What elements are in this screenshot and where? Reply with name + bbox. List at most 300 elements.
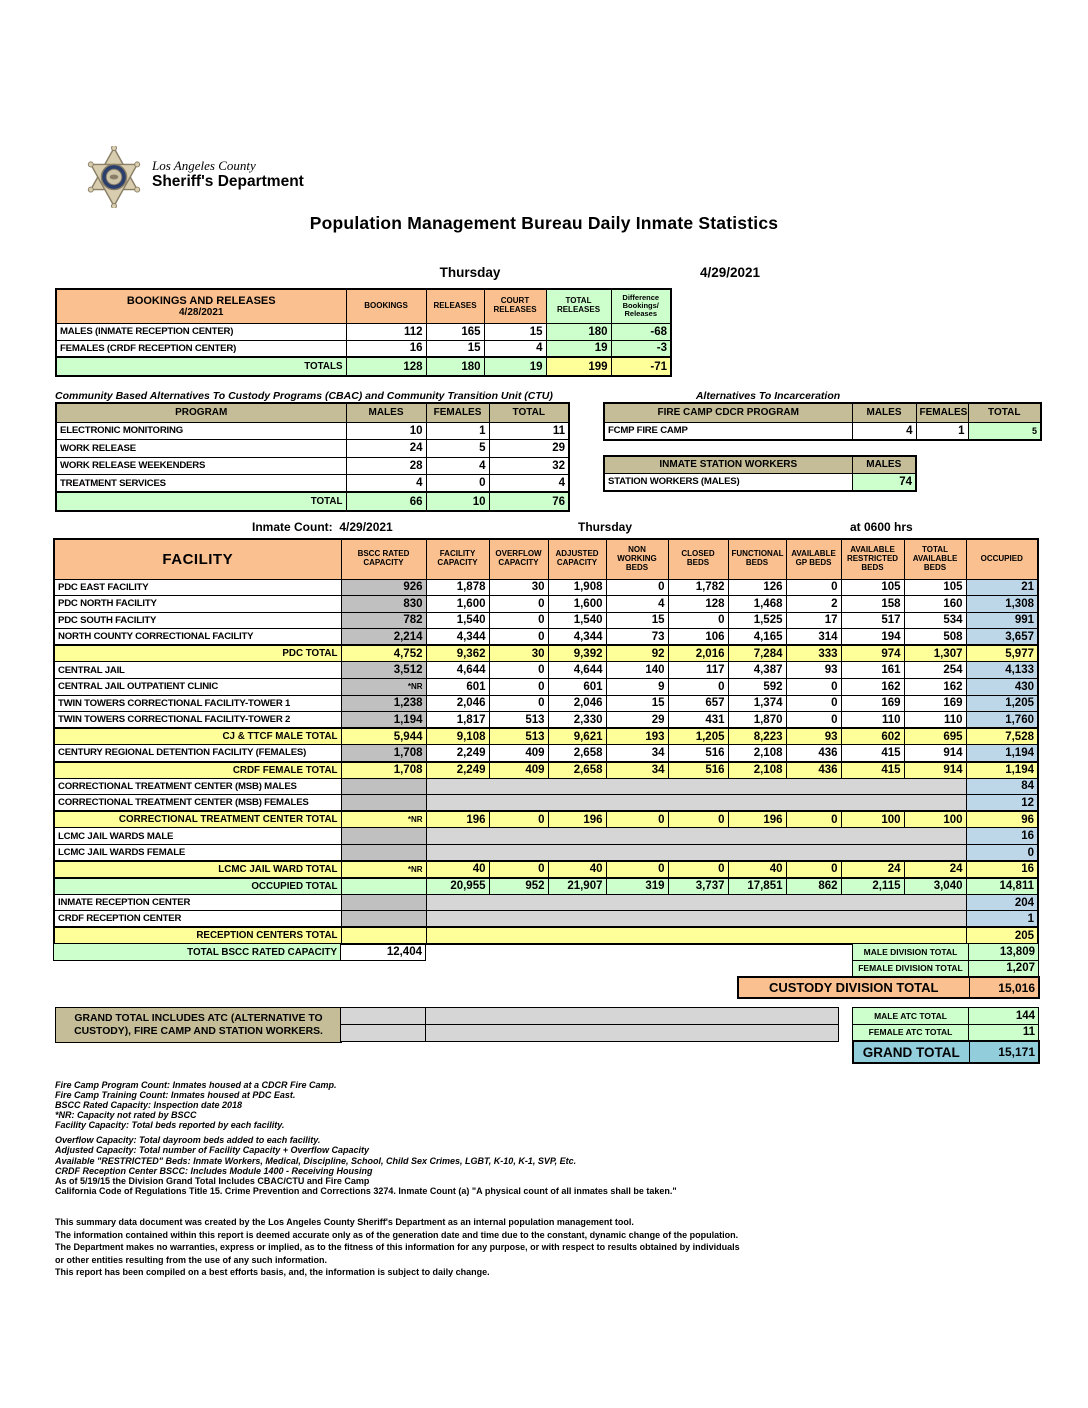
row-label: CRDF FEMALE TOTAL bbox=[54, 762, 341, 779]
cell: 180 bbox=[426, 357, 484, 376]
cell: 2,249 bbox=[426, 762, 489, 779]
merged-cell bbox=[426, 778, 966, 795]
table-row bbox=[54, 894, 1038, 911]
cell: 2,108 bbox=[728, 762, 786, 779]
cell bbox=[341, 778, 426, 795]
cell: 30 bbox=[489, 645, 548, 662]
cell: 1,194 bbox=[341, 712, 426, 729]
cell: 110 bbox=[904, 712, 966, 729]
grand-total-row bbox=[852, 1040, 1040, 1064]
table-row bbox=[604, 456, 916, 473]
cell: 431 bbox=[668, 712, 728, 729]
cell: 1,194 bbox=[966, 762, 1038, 779]
cell: 34 bbox=[606, 745, 668, 762]
table-row bbox=[54, 795, 1038, 812]
agency-department-label: Sheriff's Department bbox=[152, 173, 304, 190]
cell: 10 bbox=[346, 422, 426, 440]
cell: 516 bbox=[668, 762, 728, 779]
cell: 10 bbox=[426, 492, 489, 511]
row-label: CJ & TTCF MALE TOTAL bbox=[54, 728, 341, 745]
column-header: OCCUPIED bbox=[966, 539, 1038, 579]
cell: 1,194 bbox=[966, 745, 1038, 762]
cell: 1,908 bbox=[548, 579, 606, 596]
cell: 162 bbox=[904, 679, 966, 696]
cell: 0 bbox=[489, 679, 548, 696]
cell: 0 bbox=[966, 845, 1038, 862]
cell: 169 bbox=[904, 695, 966, 712]
grand-total-note bbox=[55, 1007, 342, 1043]
cell: 92 bbox=[606, 645, 668, 662]
cell: 4 bbox=[346, 475, 426, 493]
column-header: NON WORKING BEDS bbox=[606, 539, 668, 579]
cell: 430 bbox=[966, 679, 1038, 696]
row-label: PDC NORTH FACILITY bbox=[54, 596, 341, 613]
bookings-header-cell bbox=[56, 289, 346, 323]
cell: 169 bbox=[841, 695, 904, 712]
footnote: Overflow Capacity: Total dayroom beds added to each facility. bbox=[55, 1135, 321, 1146]
cell: 991 bbox=[966, 612, 1038, 629]
column-header: MALES bbox=[346, 403, 426, 422]
cell: 17 bbox=[786, 612, 841, 629]
row-label: CRDF RECEPTION CENTER bbox=[54, 911, 341, 928]
footnote: Available "RESTRICTED" Beds: Inmate Workers, Medical, Discipline, School, Child Sex Crimes, LGBT, K-10, K-1, SVP, Etc. bbox=[55, 1155, 577, 1166]
column-header: INMATE STATION WORKERS bbox=[604, 456, 852, 473]
cell: 952 bbox=[489, 878, 548, 895]
row-label: PDC TOTAL bbox=[54, 645, 341, 662]
cell: 2,046 bbox=[548, 695, 606, 712]
sheriff-badge-logo bbox=[85, 146, 143, 213]
cell: 2,249 bbox=[426, 745, 489, 762]
cell: 4,644 bbox=[548, 662, 606, 679]
cell: 12 bbox=[966, 795, 1038, 812]
cell: 830 bbox=[341, 596, 426, 613]
table-row bbox=[56, 323, 671, 340]
cell: 100 bbox=[841, 811, 904, 828]
cell: 1,374 bbox=[728, 695, 786, 712]
cell: 415 bbox=[841, 762, 904, 779]
cell: 657 bbox=[668, 695, 728, 712]
cell: 319 bbox=[606, 878, 668, 895]
cell: 73 bbox=[606, 629, 668, 646]
cell: 0 bbox=[489, 596, 548, 613]
cell: 14,811 bbox=[966, 878, 1038, 895]
column-header: OVERFLOW CAPACITY bbox=[489, 539, 548, 579]
cell: 4,344 bbox=[548, 629, 606, 646]
table-row bbox=[54, 596, 1038, 613]
row-label: CORRECTIONAL TREATMENT CENTER (MSB) MALES bbox=[54, 778, 341, 795]
cell: 15,016 bbox=[969, 977, 1039, 998]
fire-camp-table bbox=[603, 402, 1042, 441]
facility-table bbox=[53, 538, 1039, 945]
cell: 13,809 bbox=[969, 944, 1039, 961]
cell: 0 bbox=[426, 475, 489, 493]
inmate-count-time: at 0600 hrs bbox=[850, 520, 913, 534]
cell: 2,016 bbox=[668, 645, 728, 662]
cell: 162 bbox=[841, 679, 904, 696]
cell: 128 bbox=[668, 596, 728, 613]
cell: 17,851 bbox=[728, 878, 786, 895]
table-row bbox=[604, 403, 1041, 422]
row-label: OCCUPIED TOTAL bbox=[54, 878, 341, 895]
bookings-table bbox=[55, 288, 672, 377]
atc-totals bbox=[852, 1007, 1039, 1041]
cell: 2 bbox=[786, 596, 841, 613]
disclaimer bbox=[55, 1216, 740, 1279]
cell: 513 bbox=[489, 712, 548, 729]
cell: 11 bbox=[969, 1024, 1039, 1041]
column-header: TOTAL AVAILABLE BEDS bbox=[904, 539, 966, 579]
column-header: TOTAL bbox=[489, 403, 569, 422]
cell: 1,782 bbox=[668, 579, 728, 596]
cell: 74 bbox=[852, 473, 916, 491]
cell: 1,205 bbox=[966, 695, 1038, 712]
cell: 0 bbox=[786, 579, 841, 596]
cell: 40 bbox=[728, 861, 786, 878]
cell: 20,955 bbox=[426, 878, 489, 895]
cell: 126 bbox=[728, 579, 786, 596]
merged-cell bbox=[426, 1025, 839, 1042]
facility-column-header: FACILITY bbox=[54, 539, 341, 579]
cell: 695 bbox=[904, 728, 966, 745]
cell: *NR bbox=[341, 811, 426, 828]
cell: 4,752 bbox=[341, 645, 426, 662]
cell: 199 bbox=[546, 357, 611, 376]
cell: 158 bbox=[841, 596, 904, 613]
disclaimer-line: The Department makes no warranties, express or implied, as to the fitness of this information for any purpose, or with respect to results obtained by individuals bbox=[55, 1242, 740, 1253]
row-label: WORK RELEASE bbox=[56, 440, 346, 458]
table-row bbox=[56, 457, 569, 475]
cell: 1 bbox=[426, 422, 489, 440]
alternatives-title: Alternatives To Incarceration bbox=[695, 390, 841, 402]
cell bbox=[341, 845, 426, 862]
cell: 4,644 bbox=[426, 662, 489, 679]
cell: 15 bbox=[606, 695, 668, 712]
cell: -68 bbox=[611, 323, 671, 340]
merged-cell bbox=[426, 927, 966, 944]
row-label: STATION WORKERS (MALES) bbox=[604, 473, 852, 491]
cell: 9,621 bbox=[548, 728, 606, 745]
cell: 19 bbox=[484, 357, 546, 376]
cell: 196 bbox=[728, 811, 786, 828]
cell: 254 bbox=[904, 662, 966, 679]
footnote: BSCC Rated Capacity: Inspection date 2018 bbox=[55, 1100, 243, 1111]
cell: 140 bbox=[606, 662, 668, 679]
row-label: LCMC JAIL WARD TOTAL bbox=[54, 861, 341, 878]
table-row bbox=[54, 944, 426, 961]
cell: 32 bbox=[489, 457, 569, 475]
column-header: MALES bbox=[852, 403, 916, 422]
cell: 0 bbox=[786, 695, 841, 712]
table-row bbox=[853, 1041, 1039, 1063]
row-label: FEMALE DIVISION TOTAL bbox=[853, 960, 969, 977]
inmate-count-text: Inmate Count: bbox=[252, 520, 333, 534]
row-label: GRAND TOTAL bbox=[853, 1041, 969, 1063]
cell: 4 bbox=[426, 457, 489, 475]
merged-cell bbox=[426, 795, 966, 812]
cell: 1,238 bbox=[341, 695, 426, 712]
cell: 16 bbox=[966, 828, 1038, 845]
cell: *NR bbox=[341, 679, 426, 696]
page-title: Population Management Bureau Daily Inmate Statistics bbox=[309, 213, 779, 233]
merged-cell bbox=[426, 911, 966, 928]
table-row bbox=[56, 340, 671, 357]
column-header: RELEASES bbox=[426, 289, 484, 323]
row-label: TOTALS bbox=[56, 357, 346, 376]
table-header-row bbox=[54, 539, 1038, 579]
table-row bbox=[54, 845, 1038, 862]
cell: 3,737 bbox=[668, 878, 728, 895]
row-label: CENTURY REGIONAL DETENTION FACILITY (FEMALES) bbox=[54, 745, 341, 762]
row-label: TOTAL BSCC RATED CAPACITY bbox=[54, 944, 341, 961]
cell: 29 bbox=[606, 712, 668, 729]
cell: 436 bbox=[786, 745, 841, 762]
cell: 5 bbox=[968, 422, 1041, 440]
cell: 5,944 bbox=[341, 728, 426, 745]
footnote: Facility Capacity: Total beds reported by each facility. bbox=[55, 1120, 285, 1131]
cell: 0 bbox=[489, 612, 548, 629]
merged-cell bbox=[426, 1008, 839, 1025]
cell: 5 bbox=[426, 440, 489, 458]
cell: 117 bbox=[668, 662, 728, 679]
row-label: INMATE RECEPTION CENTER bbox=[54, 894, 341, 911]
cell bbox=[341, 828, 426, 845]
table-row bbox=[54, 745, 1038, 762]
cbac-table bbox=[55, 402, 570, 512]
row-label: FEMALES (CRDF RECEPTION CENTER) bbox=[56, 340, 346, 357]
cell: 1,468 bbox=[728, 596, 786, 613]
cell: 1,525 bbox=[728, 612, 786, 629]
cell: 4,387 bbox=[728, 662, 786, 679]
cell: 180 bbox=[546, 323, 611, 340]
row-label: MALES (INMATE RECEPTION CENTER) bbox=[56, 323, 346, 340]
cell: 926 bbox=[341, 579, 426, 596]
merged-cell bbox=[426, 894, 966, 911]
six-point-star-icon bbox=[85, 146, 143, 208]
cell: 205 bbox=[966, 927, 1038, 944]
row-label: PDC EAST FACILITY bbox=[54, 579, 341, 596]
cell: 1,600 bbox=[426, 596, 489, 613]
footnote: Adjusted Capacity: Total number of Facility Capacity + Overflow Capacity bbox=[55, 1145, 369, 1156]
report-day: Thursday bbox=[439, 265, 501, 280]
row-label: TWIN TOWERS CORRECTIONAL FACILITY-TOWER 2 bbox=[54, 712, 341, 729]
cell bbox=[341, 894, 426, 911]
cell: 1,600 bbox=[548, 596, 606, 613]
row-label: CUSTODY DIVISION TOTAL bbox=[738, 977, 969, 998]
column-header: ADJUSTED CAPACITY bbox=[548, 539, 606, 579]
cell: 0 bbox=[668, 811, 728, 828]
cell: 93 bbox=[786, 728, 841, 745]
cell: 7,528 bbox=[966, 728, 1038, 745]
cell: 516 bbox=[668, 745, 728, 762]
cell: 0 bbox=[786, 712, 841, 729]
cbac-title: Community Based Alternatives To Custody Programs (CBAC) and Community Transition Unit (CTU) bbox=[55, 390, 553, 402]
footnote: *NR: Capacity not rated by BSCC bbox=[55, 1110, 197, 1121]
row-label: LCMC JAIL WARDS FEMALE bbox=[54, 845, 341, 862]
grand-total-note-line1: GRAND TOTAL INCLUDES ATC (ALTERNATIVE TO bbox=[74, 1013, 323, 1024]
cell: 602 bbox=[841, 728, 904, 745]
table-row bbox=[56, 357, 671, 376]
cell: 436 bbox=[786, 762, 841, 779]
row-label: TWIN TOWERS CORRECTIONAL FACILITY-TOWER 1 bbox=[54, 695, 341, 712]
cell: 9,108 bbox=[426, 728, 489, 745]
cell: 2,115 bbox=[841, 878, 904, 895]
cell: 161 bbox=[841, 662, 904, 679]
cell: 40 bbox=[426, 861, 489, 878]
cell: 11 bbox=[489, 422, 569, 440]
cell: 19 bbox=[546, 340, 611, 357]
row-label: MALE DIVISION TOTAL bbox=[853, 944, 969, 961]
cell: 513 bbox=[489, 728, 548, 745]
cell: 2,658 bbox=[548, 745, 606, 762]
cell: 29 bbox=[489, 440, 569, 458]
cell: 2,330 bbox=[548, 712, 606, 729]
cell: 782 bbox=[341, 612, 426, 629]
cell: -71 bbox=[611, 357, 671, 376]
cell: 1 bbox=[966, 911, 1038, 928]
cell: 0 bbox=[489, 629, 548, 646]
row-label: ELECTRONIC MONITORING bbox=[56, 422, 346, 440]
cell: 333 bbox=[786, 645, 841, 662]
cell: 0 bbox=[489, 695, 548, 712]
cell: 15,171 bbox=[969, 1041, 1039, 1063]
grand-total-note-line2: CUSTODY), FIRE CAMP AND STATION WORKERS. bbox=[74, 1026, 323, 1037]
cell: 105 bbox=[904, 579, 966, 596]
table-row bbox=[54, 712, 1038, 729]
cell: 1,708 bbox=[341, 762, 426, 779]
footnote: CRDF Reception Center BSCC: Includes Module 1400 - Receiving Housing bbox=[55, 1165, 373, 1176]
cell: 16 bbox=[346, 340, 426, 357]
cell: 1,308 bbox=[966, 596, 1038, 613]
cell: 1,307 bbox=[904, 645, 966, 662]
cell: 76 bbox=[489, 492, 569, 511]
cell: *NR bbox=[341, 861, 426, 878]
cell bbox=[341, 911, 426, 928]
disclaimer-line: This report has been compiled on a best efforts basis, and, the information is subject to daily change. bbox=[55, 1267, 490, 1278]
column-header: FEMALES bbox=[426, 403, 489, 422]
cell: 0 bbox=[606, 811, 668, 828]
cell: 93 bbox=[786, 662, 841, 679]
row-label: FEMALE ATC TOTAL bbox=[853, 1024, 969, 1041]
table-row bbox=[54, 612, 1038, 629]
row-label: RECEPTION CENTERS TOTAL bbox=[54, 927, 341, 944]
cell: 28 bbox=[346, 457, 426, 475]
table-row bbox=[56, 289, 671, 323]
cell: 165 bbox=[426, 323, 484, 340]
cell: 1,540 bbox=[426, 612, 489, 629]
cell: 1,817 bbox=[426, 712, 489, 729]
table-row bbox=[54, 662, 1038, 679]
cell: 1,760 bbox=[966, 712, 1038, 729]
cell: 12,404 bbox=[341, 944, 426, 961]
cell: 100 bbox=[904, 811, 966, 828]
disclaimer-line: This summary data document was created by the Los Angeles County Sheriff's Department as an internal population management tool. bbox=[55, 1217, 634, 1227]
cell: 194 bbox=[841, 629, 904, 646]
total-row bbox=[54, 762, 1038, 779]
inmate-count-label bbox=[252, 520, 393, 534]
table-row bbox=[853, 944, 1039, 961]
cell: 112 bbox=[346, 323, 426, 340]
cell: 30 bbox=[489, 579, 548, 596]
cell: 1,205 bbox=[668, 728, 728, 745]
row-label: MALE ATC TOTAL bbox=[853, 1008, 969, 1025]
table-row bbox=[853, 1008, 1039, 1025]
cell: 4 bbox=[852, 422, 916, 440]
row-label: CENTRAL JAIL OUTPATIENT CLINIC bbox=[54, 679, 341, 696]
cell: 3,040 bbox=[904, 878, 966, 895]
table-row bbox=[56, 440, 569, 458]
cell bbox=[341, 878, 426, 895]
cell: 128 bbox=[346, 357, 426, 376]
bookings-title: BOOKINGS AND RELEASES bbox=[126, 294, 276, 307]
cell: 66 bbox=[346, 492, 426, 511]
merged-cell bbox=[426, 845, 966, 862]
table-row bbox=[604, 473, 916, 491]
cell: 409 bbox=[489, 762, 548, 779]
cell: 40 bbox=[548, 861, 606, 878]
table-row bbox=[56, 422, 569, 440]
cell: 196 bbox=[548, 811, 606, 828]
total-row bbox=[54, 927, 1038, 944]
cell: 24 bbox=[841, 861, 904, 878]
total-row bbox=[54, 811, 1038, 828]
cell: 110 bbox=[841, 712, 904, 729]
cell bbox=[341, 1025, 426, 1042]
row-label: CORRECTIONAL TREATMENT CENTER TOTAL bbox=[54, 811, 341, 828]
cell bbox=[341, 1008, 426, 1025]
column-header: Difference Bookings/ Releases bbox=[611, 289, 671, 323]
cell: 601 bbox=[548, 679, 606, 696]
cell: 7,284 bbox=[728, 645, 786, 662]
cell: 0 bbox=[489, 662, 548, 679]
table-row bbox=[56, 492, 569, 511]
station-workers-table bbox=[603, 455, 917, 492]
cell: 508 bbox=[904, 629, 966, 646]
cell: 24 bbox=[346, 440, 426, 458]
cell: 15 bbox=[426, 340, 484, 357]
cell: 1,870 bbox=[728, 712, 786, 729]
column-header: AVAILABLE RESTRICTED BEDS bbox=[841, 539, 904, 579]
column-header: CLOSED BEDS bbox=[668, 539, 728, 579]
table-row bbox=[54, 778, 1038, 795]
cell: 0 bbox=[786, 679, 841, 696]
row-label: TREATMENT SERVICES bbox=[56, 475, 346, 493]
row-label: FCMP FIRE CAMP bbox=[604, 422, 852, 440]
cell: 862 bbox=[786, 878, 841, 895]
cell: 0 bbox=[786, 861, 841, 878]
table-row bbox=[54, 828, 1038, 845]
cell: 8,223 bbox=[728, 728, 786, 745]
table-row bbox=[853, 1024, 1039, 1041]
inmate-count-date: 4/29/2021 bbox=[339, 520, 393, 534]
cell: 4 bbox=[484, 340, 546, 357]
cell: 3,512 bbox=[341, 662, 426, 679]
column-header: TOTAL bbox=[968, 403, 1041, 422]
table-row bbox=[54, 679, 1038, 696]
cell: 196 bbox=[426, 811, 489, 828]
cell: 592 bbox=[728, 679, 786, 696]
cell: 21,907 bbox=[548, 878, 606, 895]
cell: 15 bbox=[606, 612, 668, 629]
total-row bbox=[54, 861, 1038, 878]
cell: 4,133 bbox=[966, 662, 1038, 679]
cell: 0 bbox=[786, 811, 841, 828]
table-row bbox=[54, 579, 1038, 596]
footnotes bbox=[55, 1080, 677, 1196]
cell: 15 bbox=[484, 323, 546, 340]
cell: 34 bbox=[606, 762, 668, 779]
cell: 4 bbox=[489, 475, 569, 493]
column-header: FACILITY CAPACITY bbox=[426, 539, 489, 579]
